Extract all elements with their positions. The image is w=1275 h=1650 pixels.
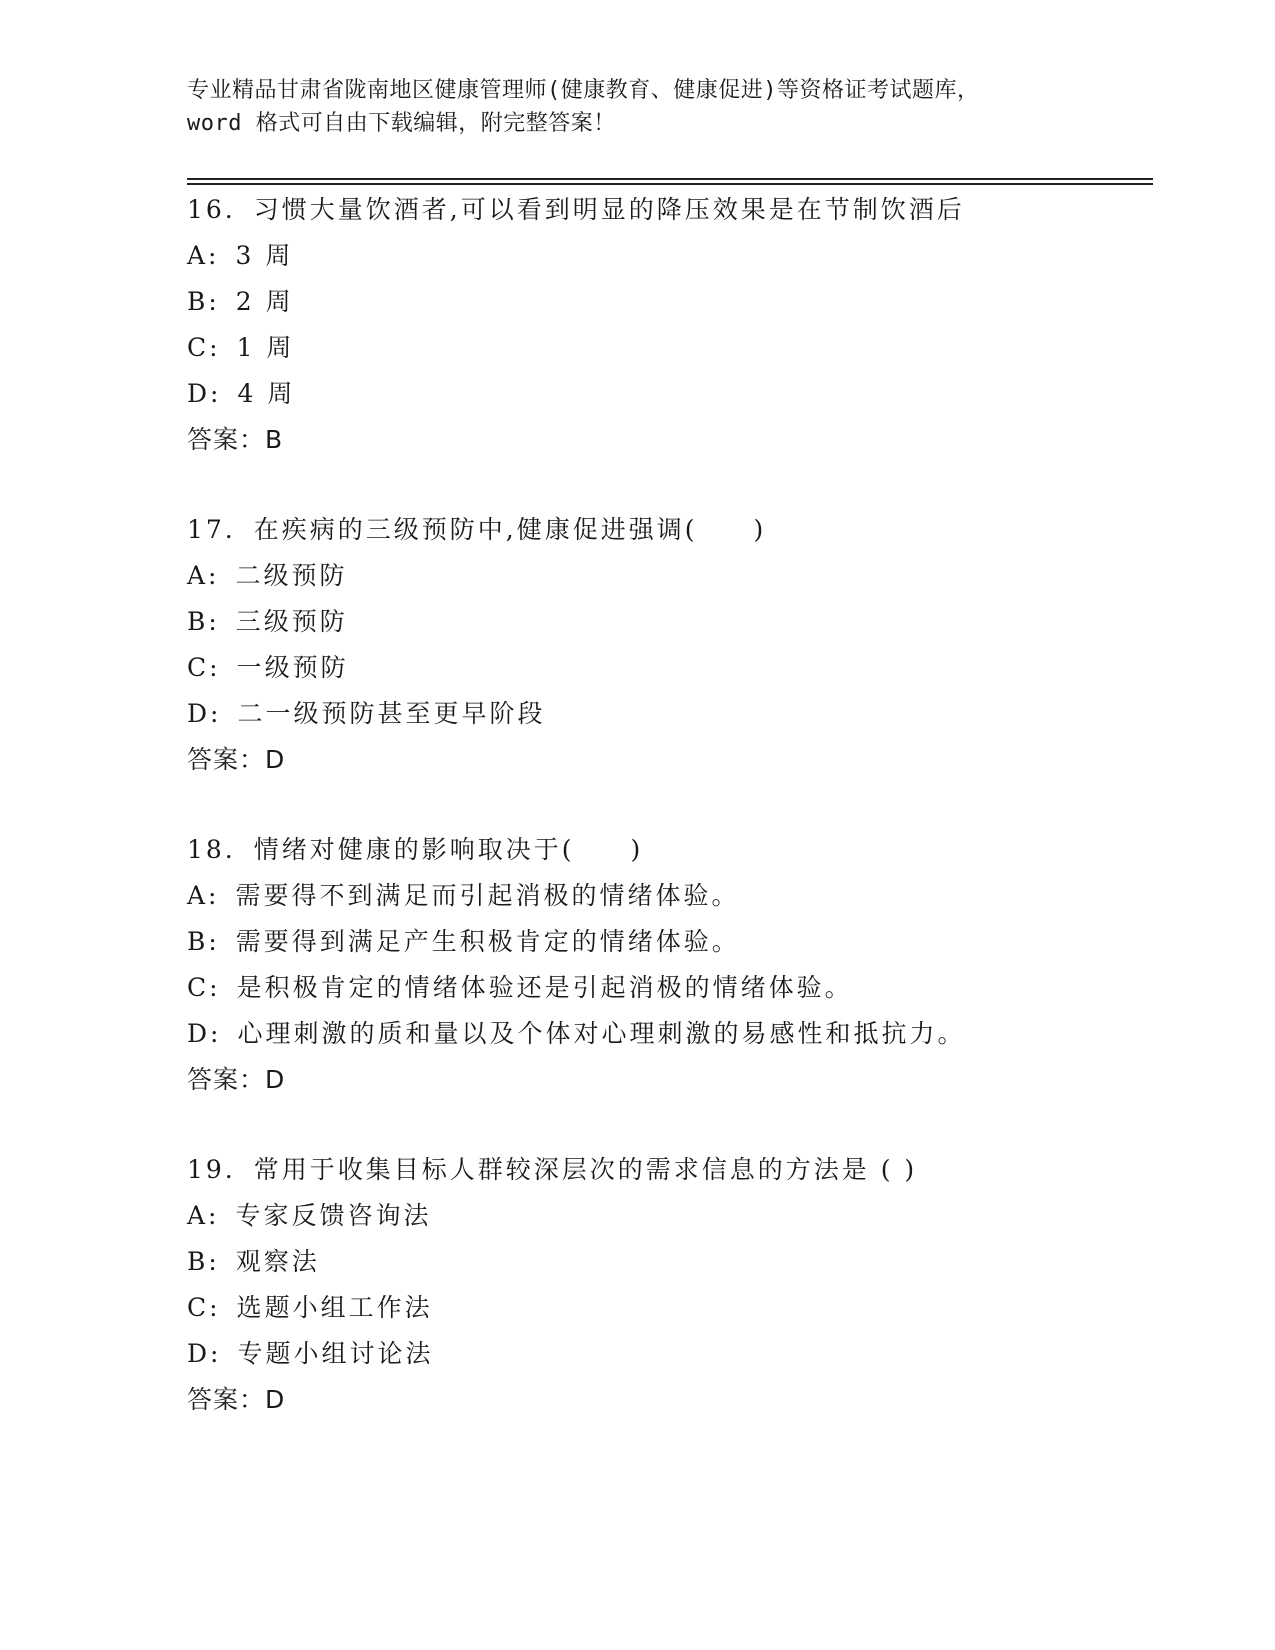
question-stem: [187, 1147, 1147, 1193]
option-label: A:: [187, 881, 220, 910]
question-text: 在疾病的三级预防中,健康促进强调( ): [253, 515, 767, 544]
option-d: [187, 1011, 1147, 1057]
option-text: 选题小组工作法: [236, 1293, 433, 1322]
question-16: [187, 187, 1147, 463]
option-label: D:: [187, 699, 222, 728]
header-line-1: 专业精品甘肃省陇南地区健康管理师(健康教育、健康促进)等资格证考试题库，: [187, 78, 980, 103]
option-d: [187, 371, 1147, 417]
question-number: 19.: [187, 1155, 236, 1184]
header-line-2: word 格式可自由下载编辑，附完整答案！: [187, 111, 616, 136]
option-d: [187, 1331, 1147, 1377]
option-text: 专题小组讨论法: [237, 1339, 434, 1368]
option-label: C:: [187, 333, 221, 362]
question-17: [187, 507, 1147, 783]
option-text: 观察法: [235, 1247, 320, 1276]
question-19: [187, 1147, 1147, 1423]
option-text: 2 周: [235, 287, 294, 316]
document-header: [187, 74, 1087, 140]
option-b: [187, 599, 1147, 645]
option-label: D:: [187, 1019, 222, 1048]
answer-line: 答案：D: [187, 745, 286, 774]
option-label: B:: [187, 1247, 220, 1276]
question-text: 常用于收集目标人群较深层次的需求信息的方法是 ( ): [253, 1155, 918, 1184]
answer-line: 答案：D: [187, 1065, 286, 1094]
option-a: [187, 233, 1147, 279]
question-text: 习惯大量饮酒者,可以看到明显的降压效果是在节制饮酒后: [253, 195, 965, 224]
option-text: 1 周: [236, 333, 295, 362]
option-label: C:: [187, 973, 221, 1002]
option-label: A:: [187, 561, 220, 590]
option-c: [187, 325, 1147, 371]
question-number: 18.: [187, 835, 236, 864]
option-text: 专家反馈咨询法: [235, 1201, 432, 1230]
question-stem: [187, 507, 1147, 553]
option-text: 二级预防: [235, 561, 348, 590]
option-text: 一级预防: [236, 653, 349, 682]
option-label: B:: [187, 287, 220, 316]
option-label: A:: [187, 1201, 220, 1230]
question-list: [187, 187, 1147, 1467]
option-d: [187, 691, 1147, 737]
option-label: B:: [187, 927, 220, 956]
option-b: [187, 919, 1147, 965]
question-text: 情绪对健康的影响取决于( ): [253, 835, 644, 864]
option-label: C:: [187, 653, 221, 682]
question-stem: [187, 187, 1147, 233]
option-b: [187, 1239, 1147, 1285]
option-text: 需要得到满足产生积极肯定的情绪体验。: [235, 927, 740, 956]
option-text: 心理刺激的质和量以及个体对心理刺激的易感性和抵抗力。: [237, 1019, 966, 1048]
option-label: A:: [187, 241, 220, 270]
option-text: 三级预防: [235, 607, 348, 636]
option-label: D:: [187, 1339, 222, 1368]
option-text: 是积极肯定的情绪体验还是引起消极的情绪体验。: [236, 973, 853, 1002]
option-text: 4 周: [237, 379, 296, 408]
option-c: [187, 645, 1147, 691]
question-stem: [187, 827, 1147, 873]
option-b: [187, 279, 1147, 325]
option-a: [187, 1193, 1147, 1239]
question-number: 17.: [187, 515, 236, 544]
question-18: [187, 827, 1147, 1103]
option-a: [187, 873, 1147, 919]
option-text: 3 周: [235, 241, 294, 270]
option-text: 需要得不到满足而引起消极的情绪体验。: [235, 881, 740, 910]
header-divider-bottom: [187, 183, 1153, 185]
option-c: [187, 1285, 1147, 1331]
option-label: C:: [187, 1293, 221, 1322]
option-text: 二一级预防甚至更早阶段: [237, 699, 546, 728]
option-c: [187, 965, 1147, 1011]
header-divider-top: [187, 178, 1153, 180]
option-label: D:: [187, 379, 222, 408]
answer-line: 答案：D: [187, 1385, 286, 1414]
option-a: [187, 553, 1147, 599]
option-label: B:: [187, 607, 220, 636]
answer-line: 答案：B: [187, 425, 284, 454]
question-number: 16.: [187, 195, 236, 224]
